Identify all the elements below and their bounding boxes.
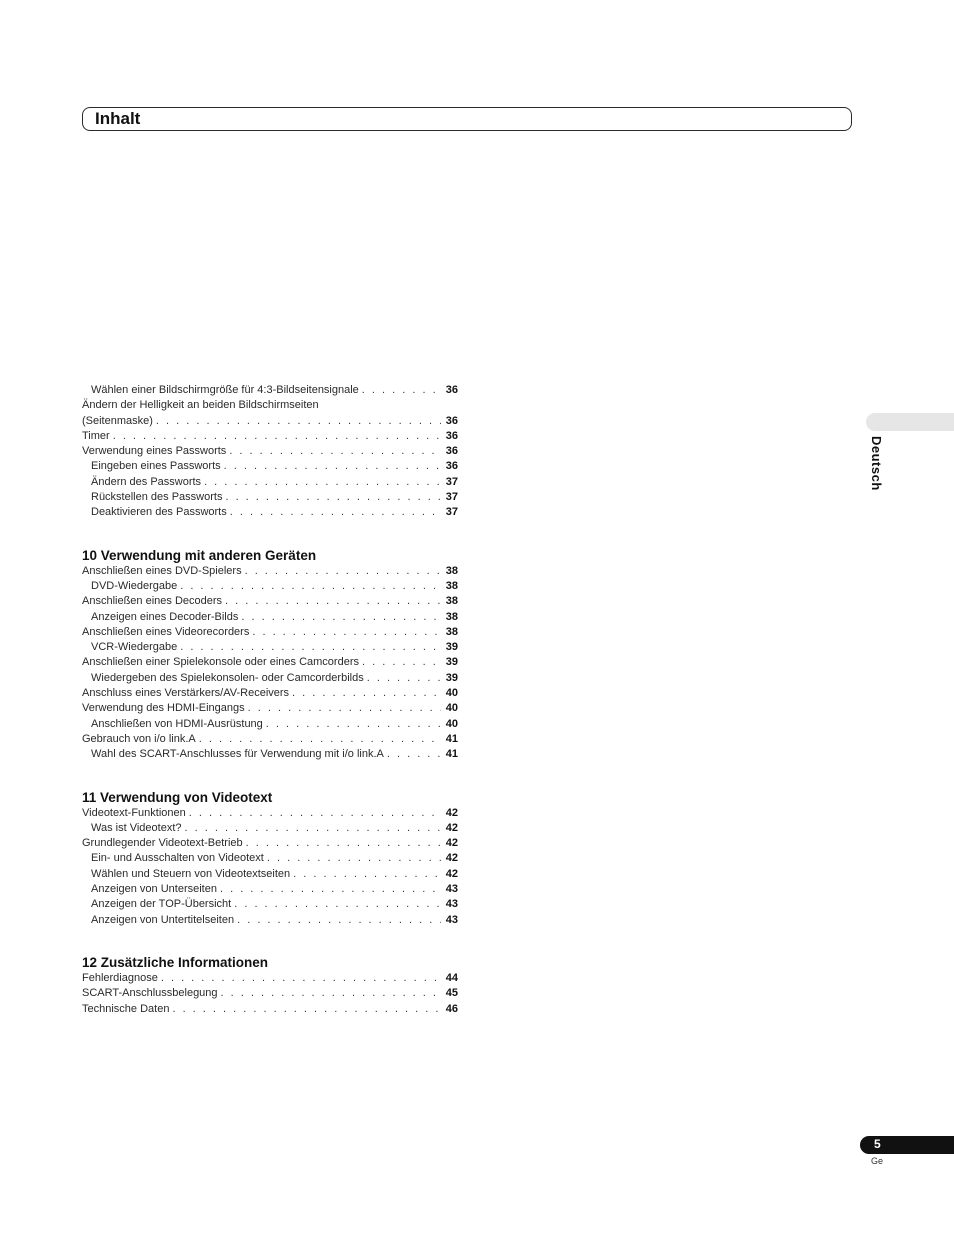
toc-entry-text: VCR-Wiedergabe xyxy=(91,641,178,654)
leader-dots xyxy=(237,913,441,928)
toc-page-number: 41 xyxy=(445,732,458,745)
toc-entry-text: Anschließen eines Decoders xyxy=(82,595,223,608)
toc-entry[interactable] xyxy=(82,836,458,851)
toc-entry[interactable] xyxy=(82,732,458,747)
leader-dots xyxy=(113,429,441,444)
toc-page-number: 44 xyxy=(445,971,458,984)
toc-entry-text: Anzeigen der TOP-Übersicht xyxy=(91,898,232,911)
toc-entry[interactable] xyxy=(82,429,458,444)
toc-subentry[interactable] xyxy=(82,383,458,398)
toc-page-number: 42 xyxy=(445,821,458,834)
toc-entry-text: Gebrauch von i/o link.A xyxy=(82,732,196,745)
language-label: Deutsch xyxy=(869,436,884,491)
toc-page-number: 40 xyxy=(445,717,458,730)
toc-entry[interactable] xyxy=(82,655,458,670)
section-heading[interactable]: 11 Verwendung von Videotext xyxy=(82,789,273,805)
leader-dots xyxy=(161,971,441,986)
toc-subentry[interactable] xyxy=(82,475,458,490)
toc-subentry[interactable] xyxy=(82,897,458,912)
toc-entry-text: Ändern des Passworts xyxy=(91,475,202,488)
toc-entry-text: Anschließen eines DVD-Spielers xyxy=(82,564,242,577)
toc-page-number: 38 xyxy=(445,564,458,577)
toc-entry-text: (Seitenmaske) xyxy=(82,414,153,427)
toc-entry[interactable] xyxy=(82,1002,458,1017)
leader-dots xyxy=(252,625,441,640)
toc-page-number: 42 xyxy=(445,852,458,865)
language-code: Ge xyxy=(871,1156,884,1166)
table-of-contents xyxy=(82,383,458,1017)
leader-dots xyxy=(267,851,441,866)
toc-entry-text[interactable]: Ändern der Helligkeit an beiden Bildschirmseiten xyxy=(82,399,319,412)
toc-entry[interactable] xyxy=(82,971,458,986)
toc-page-number: 39 xyxy=(445,671,458,684)
toc-entry-text: Rückstellen des Passworts xyxy=(91,491,223,504)
toc-page-number: 42 xyxy=(445,867,458,880)
toc-page-number: 39 xyxy=(445,641,458,654)
leader-dots xyxy=(362,383,441,398)
section-heading[interactable]: 12 Zusätzliche Informationen xyxy=(82,954,269,970)
toc-subentry[interactable] xyxy=(82,505,458,520)
toc-page-number: 42 xyxy=(445,806,458,819)
toc-page-number: 38 xyxy=(445,610,458,623)
toc-subentry[interactable] xyxy=(82,867,458,882)
toc-entry-text: Anschließen einer Spielekonsole oder eines Camcorders xyxy=(82,656,359,669)
toc-page-number: 36 xyxy=(445,445,458,458)
toc-page-number: 36 xyxy=(445,429,458,442)
toc-page-number: 37 xyxy=(445,506,458,519)
page-title: Inhalt xyxy=(95,109,141,128)
leader-dots xyxy=(248,701,441,716)
toc-subentry[interactable] xyxy=(82,851,458,866)
toc-page-number: 38 xyxy=(445,625,458,638)
toc-entry-text: Anschließen von HDMI-Ausrüstung xyxy=(91,717,263,730)
toc-entry-text: Anzeigen eines Decoder-Bilds xyxy=(91,610,239,623)
toc-entry[interactable] xyxy=(82,625,458,640)
toc-page-number: 45 xyxy=(445,987,458,1000)
toc-subentry[interactable] xyxy=(82,640,458,655)
toc-entry[interactable] xyxy=(82,444,458,459)
toc-entry-text: Verwendung des HDMI-Eingangs xyxy=(82,702,245,715)
leader-dots xyxy=(172,1002,441,1017)
toc-section xyxy=(82,790,458,928)
leader-dots xyxy=(199,732,441,747)
toc-subentry[interactable] xyxy=(82,913,458,928)
leader-dots xyxy=(241,610,441,625)
section-heading[interactable]: 10 Verwendung mit anderen Geräten xyxy=(82,547,317,563)
toc-subentry[interactable] xyxy=(82,821,458,836)
leader-dots xyxy=(367,671,441,686)
leader-dots xyxy=(204,475,441,490)
toc-subentry[interactable] xyxy=(82,579,458,594)
leader-dots xyxy=(229,444,441,459)
toc-page-number: 41 xyxy=(445,748,458,761)
toc-entry-text: Wählen und Steuern von Videotextseiten xyxy=(91,867,291,880)
toc-entry-text: Grundlegender Videotext-Betrieb xyxy=(82,837,243,850)
toc-entry-text: Anzeigen von Untertitelseiten xyxy=(91,913,235,926)
leader-dots xyxy=(230,505,441,520)
toc-entry-text: Videotext-Funktionen xyxy=(82,806,186,819)
leader-dots xyxy=(292,686,441,701)
toc-page-number: 36 xyxy=(445,460,458,473)
leader-dots xyxy=(246,836,441,851)
page-number: 5 xyxy=(874,1137,881,1151)
toc-page-number: 42 xyxy=(445,837,458,850)
toc-intro-block xyxy=(82,383,458,521)
toc-entry[interactable] xyxy=(82,806,458,821)
leader-dots xyxy=(293,867,441,882)
leader-dots xyxy=(156,414,441,429)
toc-entry-text: Anzeigen von Unterseiten xyxy=(91,883,217,896)
toc-page-number: 46 xyxy=(445,1002,458,1015)
toc-entry-text: Wählen einer Bildschirmgröße für 4:3-Bildseitensignale xyxy=(91,384,359,396)
toc-entry-text: Anschließen eines Videorecorders xyxy=(82,625,250,638)
toc-entry-text: Eingeben eines Passworts xyxy=(91,460,221,473)
toc-page-number: 43 xyxy=(445,913,458,926)
leader-dots xyxy=(245,564,441,579)
toc-subentry[interactable] xyxy=(82,671,458,686)
toc-entry-text: Ein- und Ausschalten von Videotext xyxy=(91,852,264,865)
toc-entry[interactable] xyxy=(82,594,458,609)
leader-dots xyxy=(225,594,441,609)
toc-entry-text: Wiedergeben des Spielekonsolen- oder Camcorderbilds xyxy=(91,671,364,684)
toc-page-number: 40 xyxy=(445,687,458,700)
toc-entry-text: Verwendung eines Passworts xyxy=(82,445,227,458)
toc-entry-text: Wahl des SCART-Anschlusses für Verwendung mit i/o link.A xyxy=(91,748,384,761)
toc-entry-text: Technische Daten xyxy=(82,1002,170,1015)
leader-dots xyxy=(387,747,441,762)
toc-entry-text: Was ist Videotext? xyxy=(91,821,182,834)
toc-entry[interactable] xyxy=(82,686,458,701)
toc-entry-text: SCART-Anschlussbelegung xyxy=(82,987,218,1000)
toc-section xyxy=(82,955,458,1017)
toc-subentry[interactable] xyxy=(82,717,458,732)
leader-dots xyxy=(220,882,441,897)
leader-dots xyxy=(224,459,441,474)
toc-page-number: 36 xyxy=(445,384,458,396)
toc-entry[interactable] xyxy=(82,986,458,1001)
leader-dots xyxy=(180,579,441,594)
language-tab xyxy=(866,413,954,431)
toc-entry-text: Anschluss eines Verstärkers/AV-Receivers xyxy=(82,687,290,700)
toc-entry-text: Timer xyxy=(82,429,110,442)
leader-dots xyxy=(234,897,441,912)
page-number-tab xyxy=(860,1136,954,1154)
toc-entry-text: DVD-Wiedergabe xyxy=(91,579,178,592)
toc-entry-text: Fehlerdiagnose xyxy=(82,971,158,984)
toc-page-number: 38 xyxy=(445,595,458,608)
leader-dots xyxy=(225,490,441,505)
toc-entry[interactable] xyxy=(82,701,458,716)
toc-subentry[interactable] xyxy=(82,459,458,474)
leader-dots xyxy=(266,717,441,732)
toc-page-number: 37 xyxy=(445,475,458,488)
leader-dots xyxy=(185,821,442,836)
toc-subentry[interactable] xyxy=(82,882,458,897)
toc-page-number: 39 xyxy=(445,656,458,669)
toc-page-number: 38 xyxy=(445,579,458,592)
toc-entry[interactable] xyxy=(82,564,458,579)
toc-section xyxy=(82,548,458,763)
toc-page-number: 43 xyxy=(445,883,458,896)
leader-dots xyxy=(362,655,441,670)
toc-entry[interactable] xyxy=(82,414,458,429)
toc-page-number: 43 xyxy=(445,898,458,911)
toc-entry-text: Deaktivieren des Passworts xyxy=(91,506,227,519)
toc-subentry[interactable] xyxy=(82,610,458,625)
leader-dots xyxy=(221,986,441,1001)
toc-subentry[interactable] xyxy=(82,747,458,762)
leader-dots xyxy=(180,640,441,655)
toc-page-number: 40 xyxy=(445,702,458,715)
toc-subentry[interactable] xyxy=(82,490,458,505)
chapter-header xyxy=(82,107,852,131)
toc-page-number: 36 xyxy=(445,414,458,427)
leader-dots xyxy=(189,806,441,821)
toc-page-number: 37 xyxy=(445,491,458,504)
